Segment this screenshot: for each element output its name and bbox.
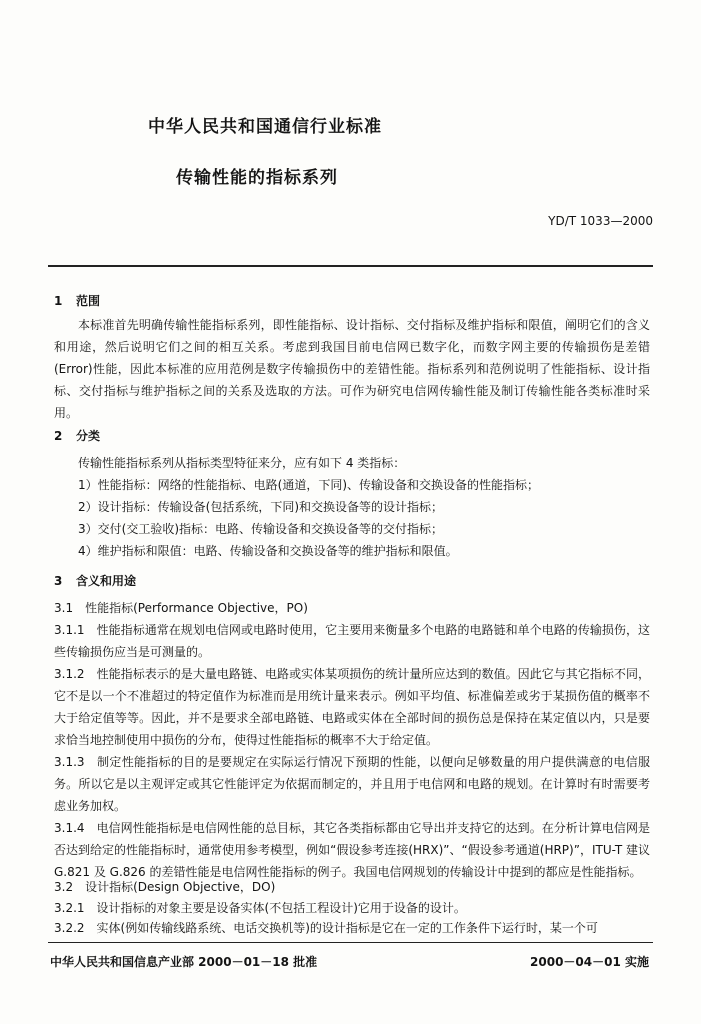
- clause-3-2: 3.2 设计指标(Design Objective，DO): [54, 880, 276, 894]
- issuing-organization: 中华人民共和国通信行业标准: [148, 117, 382, 137]
- footer-divider: [48, 942, 653, 943]
- list-item: 3）交付(交工验收)指标：电路、传输设备和交换设备等的交付指标；: [78, 522, 444, 536]
- section-1-heading: [54, 292, 100, 309]
- clause-3-1-2: 3.1.2 性能指标表示的是大量电路链、电路或实体某项损伤的统计量所应达到的数值。因此它与其它指标不同，它不是以一个不准超过的特定值作为标准而是用统计量来表示。例如平均值、标准偏差或劣于某损伤值的概率不大于给定值等等。因此，并不是要求全部电路链、电路或实体在全部时间的损伤总是保持在某定值以内，只是要求恰当地控制使用中损伤的分布，使得过性能指标的概率不大于给定值。: [54, 667, 650, 747]
- standard-title: 传输性能的指标系列: [176, 168, 338, 188]
- clause-3-1-3: 3.1.3 制定性能指标的目的是要规定在实际运行情况下预期的性能，以便向足够数量的用户提供满意的电信服务。所以它是以主观评定或其它性能评定为依据而制定的，并且用于电信网和电路的规划。在计算时有时需要考虑业务加权。: [54, 755, 650, 813]
- section-number: 3: [54, 574, 63, 588]
- clause-3-1-4: 3.1.4 电信网性能指标是电信网性能的总目标，其它各类指标都由它导出并支持它的达到。在分析计算电信网是否达到给定的性能指标时，通常使用参考模型，例如“假设参考连接(HRX)”、“假设参考通道(HRP)”，ITU-T 建议 G.821 及 G.826 的差错性能是电信网性能指标的例子。我国电信网规划的传输设计中提到的都应是性能指标。: [54, 821, 650, 879]
- section-title: 范围: [76, 294, 101, 308]
- section-title: 含义和用途: [76, 574, 137, 588]
- section-title: 分类: [76, 429, 101, 443]
- approval-note: 中华人民共和国信息产业部 2000－01－18 批准: [50, 955, 318, 969]
- section-2-intro: 传输性能指标系列从指标类型特征来分，应有如下 4 类指标：: [78, 456, 406, 470]
- section-1-paragraph: 本标准首先明确传输性能指标系列，即性能指标、设计指标、交付指标及维护指标和限值，阐明它们的含义和用途，然后说明它们之间的相互关系。考虑到我国目前电信网已数字化，而数字网主要的传输损伤是差错(Error)性能，因此本标准的应用范例是数字传输损伤中的差错性能。指标系列和范例说明了性能指标、设计指标、交付指标与维护指标之间的关系及选取的方法。可作为研究电信网传输性能及制订传输性能各类标准时采用。: [54, 318, 650, 420]
- implementation-note: 2000－04－01 实施: [530, 955, 649, 969]
- standard-code: YD/T 1033—2000: [548, 214, 653, 228]
- list-item: 2）设计指标：传输设备(包括系统，下同)和交换设备等的设计指标；: [78, 500, 444, 514]
- section-number: 2: [54, 429, 63, 443]
- section-3-heading: [54, 572, 136, 589]
- section-2-heading: [54, 427, 100, 444]
- list-item: 4）维护指标和限值：电路、传输设备和交换设备等的维护指标和限值。: [78, 544, 458, 558]
- section-number: 1: [54, 294, 63, 308]
- clause-3-1: 3.1 性能指标(Performance Objective，PO): [54, 601, 308, 615]
- clause-3-2-2: 3.2.2 实体(例如传输线路系统、电话交换机等)的设计指标是它在一定的工作条件下运行时，某一个可: [54, 921, 598, 935]
- clause-3-1-1: 3.1.1 性能指标通常在规划电信网或电路时使用，它主要用来衡量多个电路的电路链和单个电路的传输损伤，这些传输损伤应当是可测量的。: [54, 623, 650, 659]
- list-item: 1）性能指标：网络的性能指标、电路(通道，下同)、传输设备和交换设备的性能指标；: [78, 478, 540, 492]
- header-divider: [48, 265, 653, 267]
- clause-3-2-1: 3.2.1 设计指标的对象主要是设备实体(不包括工程设计)它用于设备的设计。: [54, 901, 466, 915]
